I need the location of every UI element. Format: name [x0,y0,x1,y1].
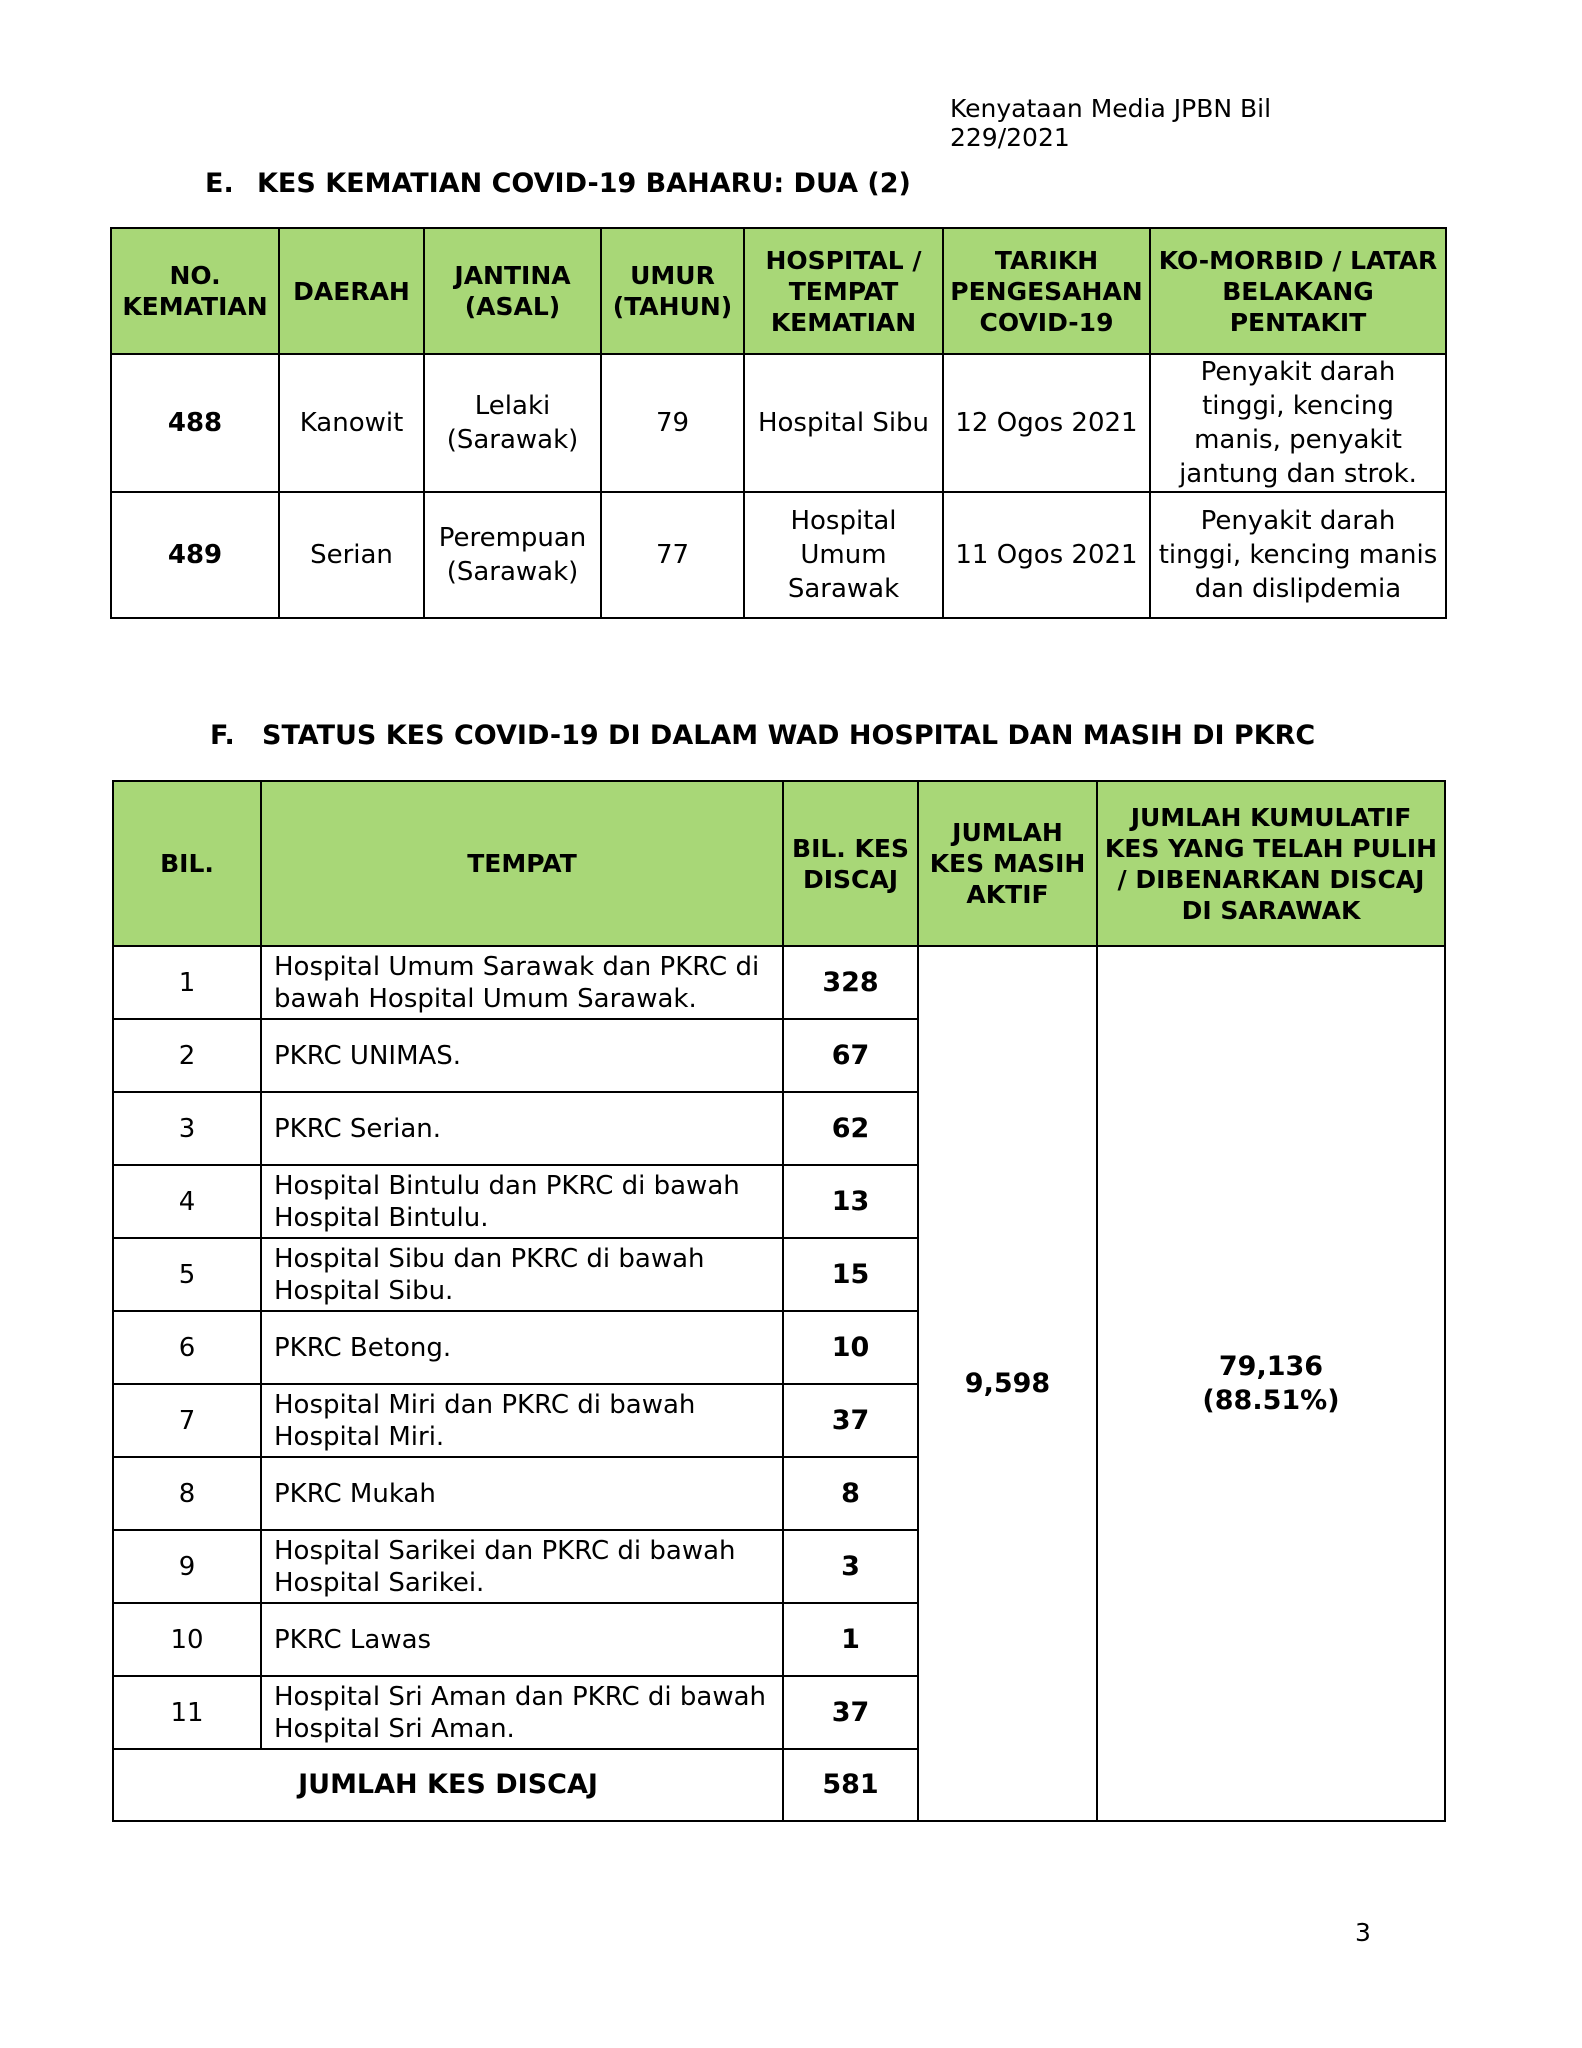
row-number: 11 [113,1676,261,1749]
header-tempat: TEMPAT [261,781,783,946]
section-e-title-text: KES KEMATIAN COVID-19 BAHARU: DUA (2) [257,168,911,199]
row-number: 1 [113,946,261,1019]
discharge-count: 67 [783,1019,918,1092]
header-hospital: HOSPITAL / TEMPAT KEMATIAN [744,228,943,354]
gender: Perempuan (Sarawak) [424,492,601,618]
section-e-title [205,168,911,199]
location: Hospital Umum Sarawak dan PKRC di bawah Hospital Umum Sarawak. [261,946,783,1019]
location: PKRC Mukah [261,1457,783,1530]
cumulative-recovered-percent: (88.51%) [1202,1384,1340,1416]
discharge-count: 8 [783,1457,918,1530]
discharge-count: 3 [783,1530,918,1603]
row-number: 6 [113,1311,261,1384]
location: Hospital Miri dan PKRC di bawah Hospital Miri. [261,1384,783,1457]
media-statement-reference: Kenyataan Media JPBN Bil 229/2021 [950,94,1272,152]
cumulative-recovered-value: 79,136 [1218,1350,1324,1382]
discharge-count: 15 [783,1238,918,1311]
discharge-count: 13 [783,1165,918,1238]
table-row [111,492,1446,618]
cumulative-recovered [1097,946,1445,1821]
location: Hospital Bintulu dan PKRC di bawah Hospital Bintulu. [261,1165,783,1238]
discharge-count: 328 [783,946,918,1019]
page-number: 3 [1355,1918,1371,1947]
age: 77 [601,492,744,618]
header-daerah: DAERAH [279,228,424,354]
age: 79 [601,354,744,492]
total-label: JUMLAH KES DISCAJ [113,1749,783,1821]
hospital: Hospital Sibu [744,354,943,492]
district: Serian [279,492,424,618]
header-masih-aktif: JUMLAH KES MASIH AKTIF [918,781,1097,946]
row-number: 4 [113,1165,261,1238]
hospital-status-table [112,780,1446,1822]
header-kumulatif: JUMLAH KUMULATIF KES YANG TELAH PULIH / DIBENARKAN DISCAJ DI SARAWAK [1097,781,1445,946]
death-number: 489 [111,492,279,618]
deaths-table [110,227,1447,619]
location: PKRC UNIMAS. [261,1019,783,1092]
section-f-title-text: STATUS KES COVID-19 DI DALAM WAD HOSPITAL DAN MASIH DI PKRC [262,720,1316,751]
discharge-count: 10 [783,1311,918,1384]
row-number: 9 [113,1530,261,1603]
table-row [111,354,1446,492]
status-table-header-row [113,781,1445,946]
confirmation-date: 11 Ogos 2021 [943,492,1150,618]
comorbidity: Penyakit darah tinggi, kencing manis, penyakit jantung dan strok. [1150,354,1446,492]
header-umur: UMUR (TAHUN) [601,228,744,354]
discharge-count: 37 [783,1384,918,1457]
row-number: 2 [113,1019,261,1092]
row-number: 5 [113,1238,261,1311]
deaths-table-header-row [111,228,1446,354]
section-f-letter: F. [210,720,235,751]
comorbidity: Penyakit darah tinggi, kencing manis dan dislipdemia [1150,492,1446,618]
table-row [113,946,1445,1019]
row-number: 8 [113,1457,261,1530]
header-bil: BIL. [113,781,261,946]
confirmation-date: 12 Ogos 2021 [943,354,1150,492]
total-discharge-count: 581 [783,1749,918,1821]
location: PKRC Serian. [261,1092,783,1165]
discharge-count: 37 [783,1676,918,1749]
discharge-count: 1 [783,1603,918,1676]
row-number: 7 [113,1384,261,1457]
header-no-kematian: NO. KEMATIAN [111,228,279,354]
discharge-count: 62 [783,1092,918,1165]
location: Hospital Sibu dan PKRC di bawah Hospital Sibu. [261,1238,783,1311]
header-tarikh: TARIKH PENGESAHAN COVID-19 [943,228,1150,354]
location: Hospital Sri Aman dan PKRC di bawah Hospital Sri Aman. [261,1676,783,1749]
header-kes-discaj: BIL. KES DISCAJ [783,781,918,946]
location: PKRC Betong. [261,1311,783,1384]
location: PKRC Lawas [261,1603,783,1676]
death-number: 488 [111,354,279,492]
header-komorbid: KO-MORBID / LATAR BELAKANG PENTAKIT [1150,228,1446,354]
row-number: 10 [113,1603,261,1676]
location: Hospital Sarikei dan PKRC di bawah Hospital Sarikei. [261,1530,783,1603]
header-jantina: JANTINA (ASAL) [424,228,601,354]
section-f-title [210,720,1315,751]
row-number: 3 [113,1092,261,1165]
gender: Lelaki (Sarawak) [424,354,601,492]
active-cases-total: 9,598 [918,946,1097,1821]
hospital: Hospital Umum Sarawak [744,492,943,618]
district: Kanowit [279,354,424,492]
section-e-letter: E. [205,168,234,199]
